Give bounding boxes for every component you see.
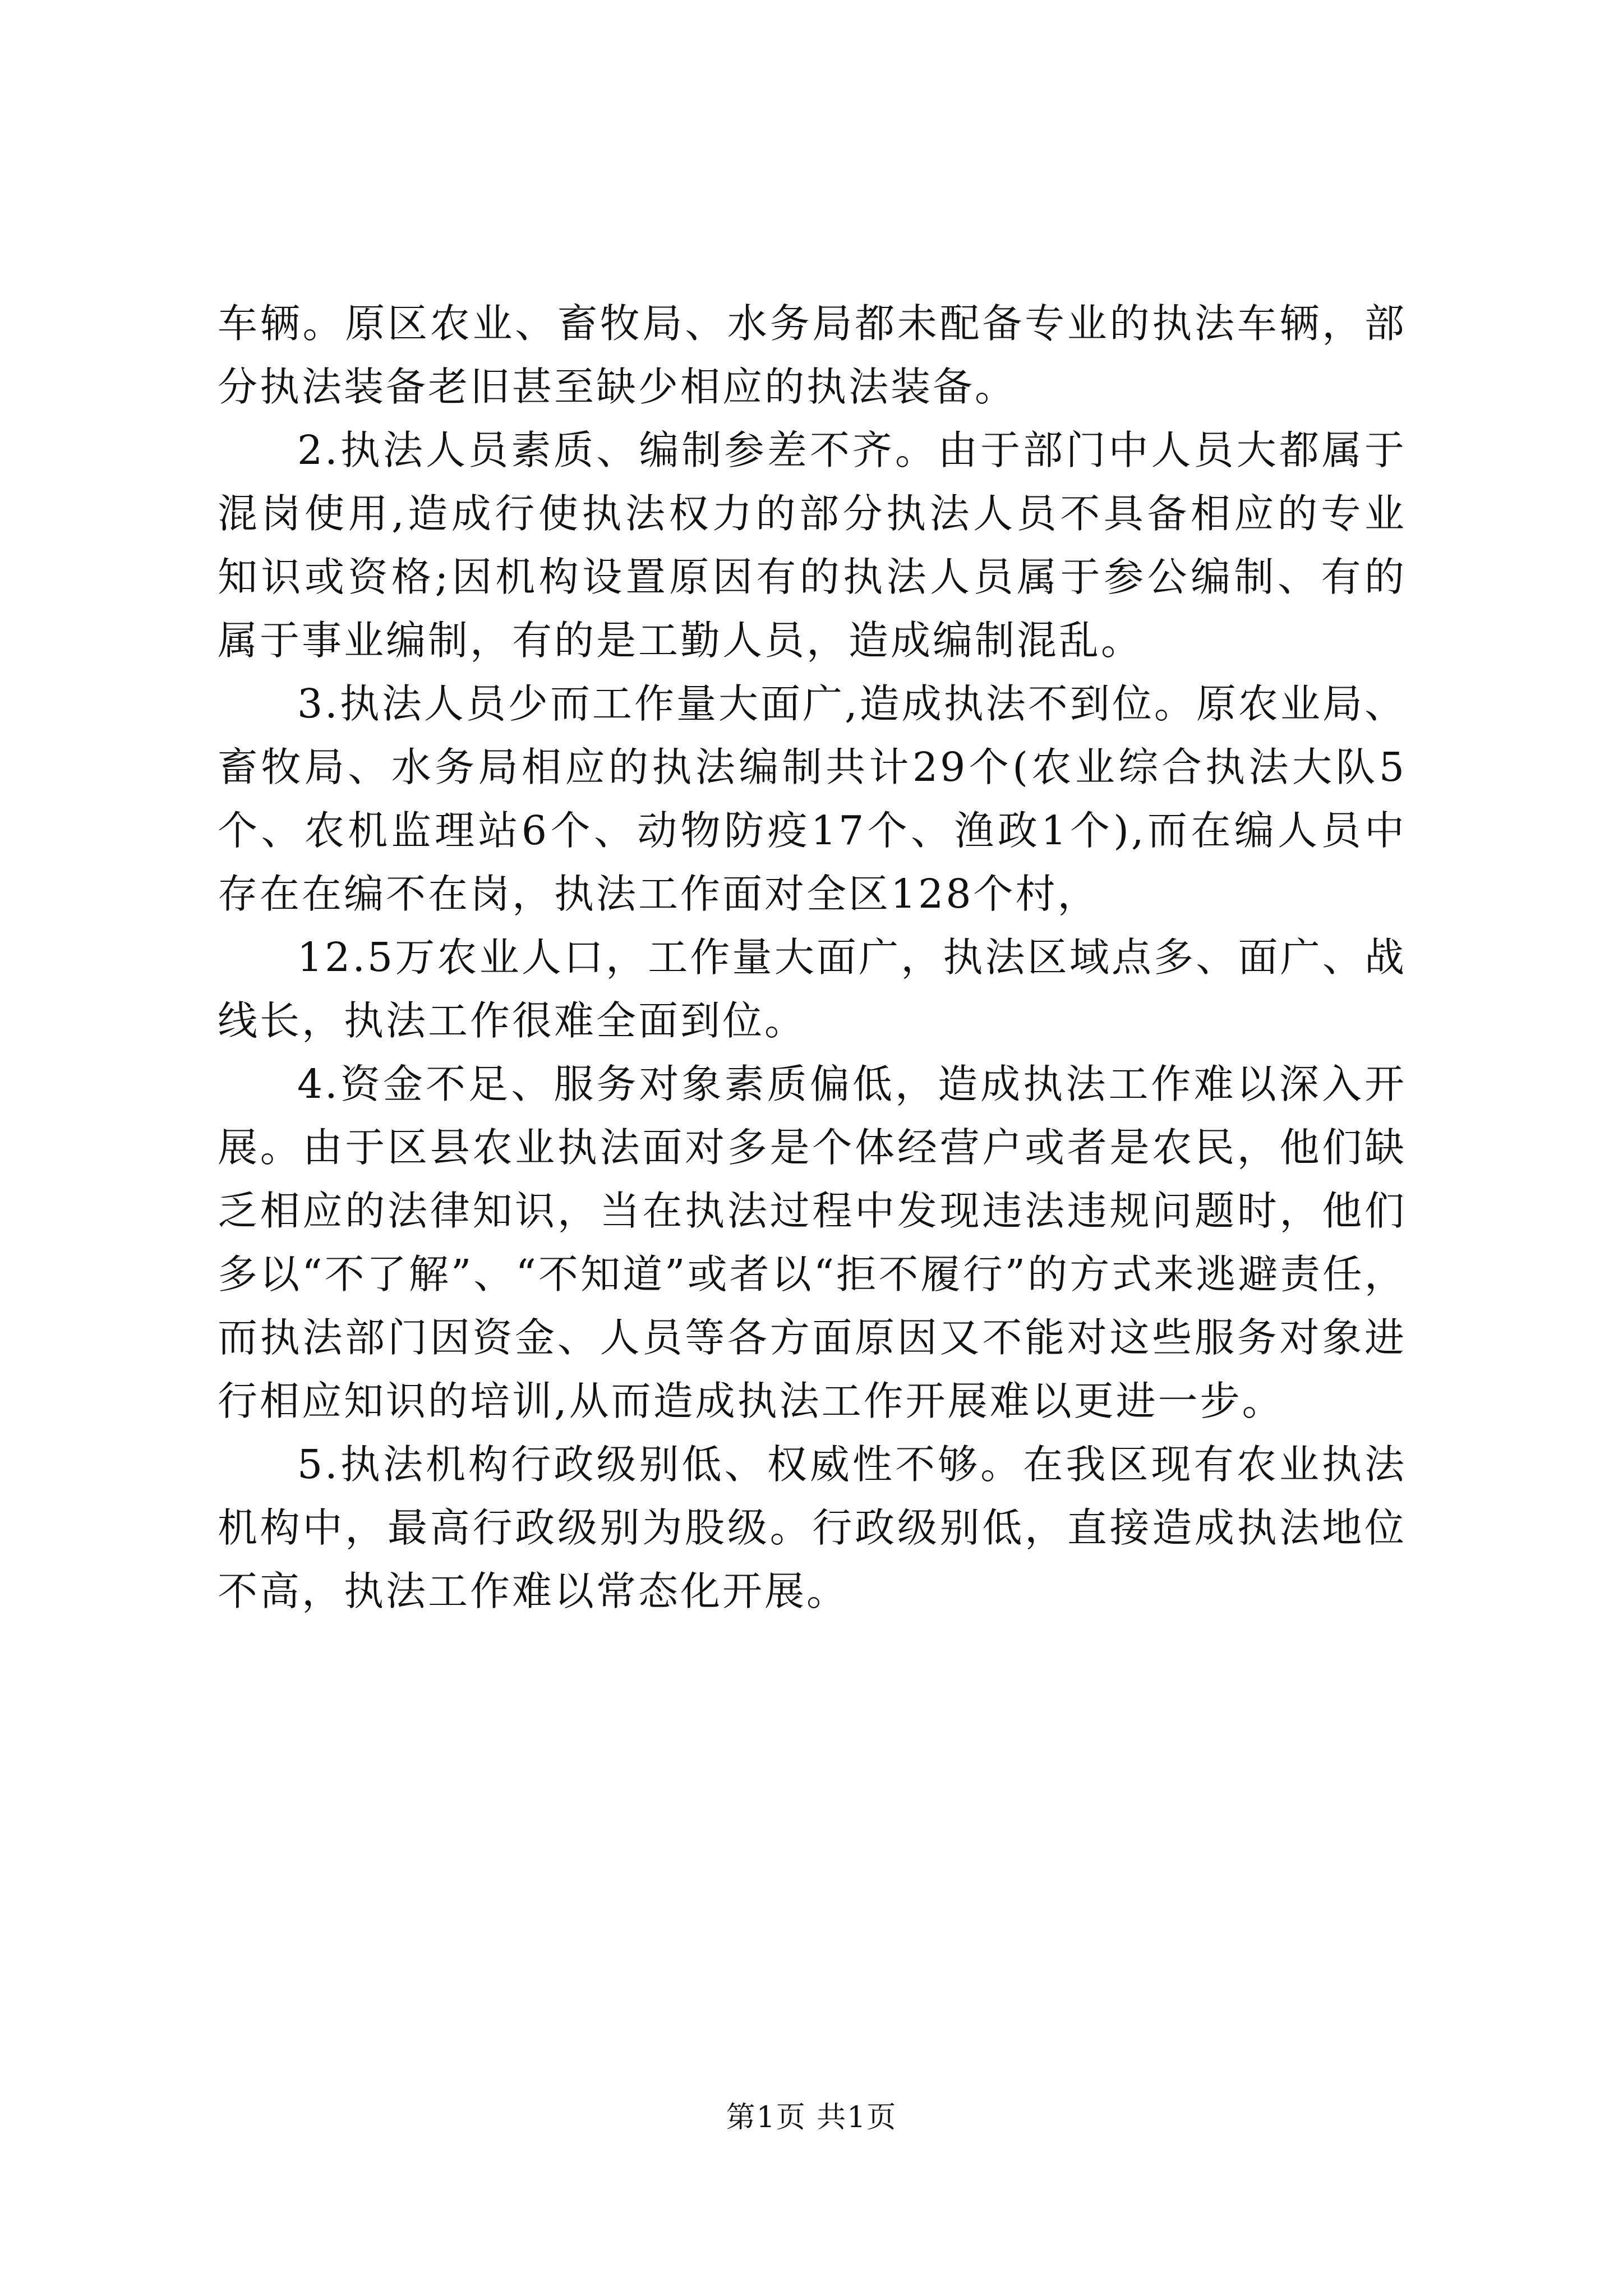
paragraph-vehicles: 车辆。原区农业、畜牧局、水务局都未配备专业的执法车辆，部分执法装备老旧甚至缺少相应的执法装备。: [218, 300, 1407, 410]
page-number-footer: 第1页 共1页: [726, 2101, 897, 2134]
paragraph-funding: 4.资金不足、服务对象素质偏低，造成执法工作难以深入开展。由于区县农业执法面对多是个体经营户或者是农民，他们缺乏相应的法律知识，当在执法过程中发现违法违规问题时，他们多以“不了解”、“不知道”或者以“拒不履行”的方式来逃避责任，而执法部门因资金、人员等各方面原因又不能对这些服务对象进行相应知识的培训,从而造成执法工作开展难以更进一步。: [218, 1061, 1407, 1424]
document-body: [218, 292, 1407, 1623]
paragraph-staff-shortage: 3.执法人员少而工作量大面广,造成执法不到位。原农业局、畜牧局、水务局相应的执法编制共计29个(农业综合执法大队5个、农机监理站6个、动物防疫17个、渔政1个),而在编人员中存在在编不在岗，执法工作面对全区128个村，: [218, 680, 1407, 917]
paragraph-personnel-quality: 2.执法人员素质、编制参差不齐。由于部门中人员大都属于混岗使用,造成行使执法权力的部分执法人员不具备相应的专业知识或资格;因机构设置原因有的执法人员属于参公编制、有的属于事业编制，有的是工勤人员，造成编制混乱。: [218, 427, 1407, 664]
paragraph-population: 12.5万农业人口，工作量大面广，执法区域点多、面广、战线长，执法工作很难全面到位。: [218, 934, 1407, 1044]
paragraph-authority: 5.执法机构行政级别低、权威性不够。在我区现有农业执法机构中，最高行政级别为股级。行政级别低，直接造成执法地位不高，执法工作难以常态化开展。: [218, 1441, 1407, 1614]
